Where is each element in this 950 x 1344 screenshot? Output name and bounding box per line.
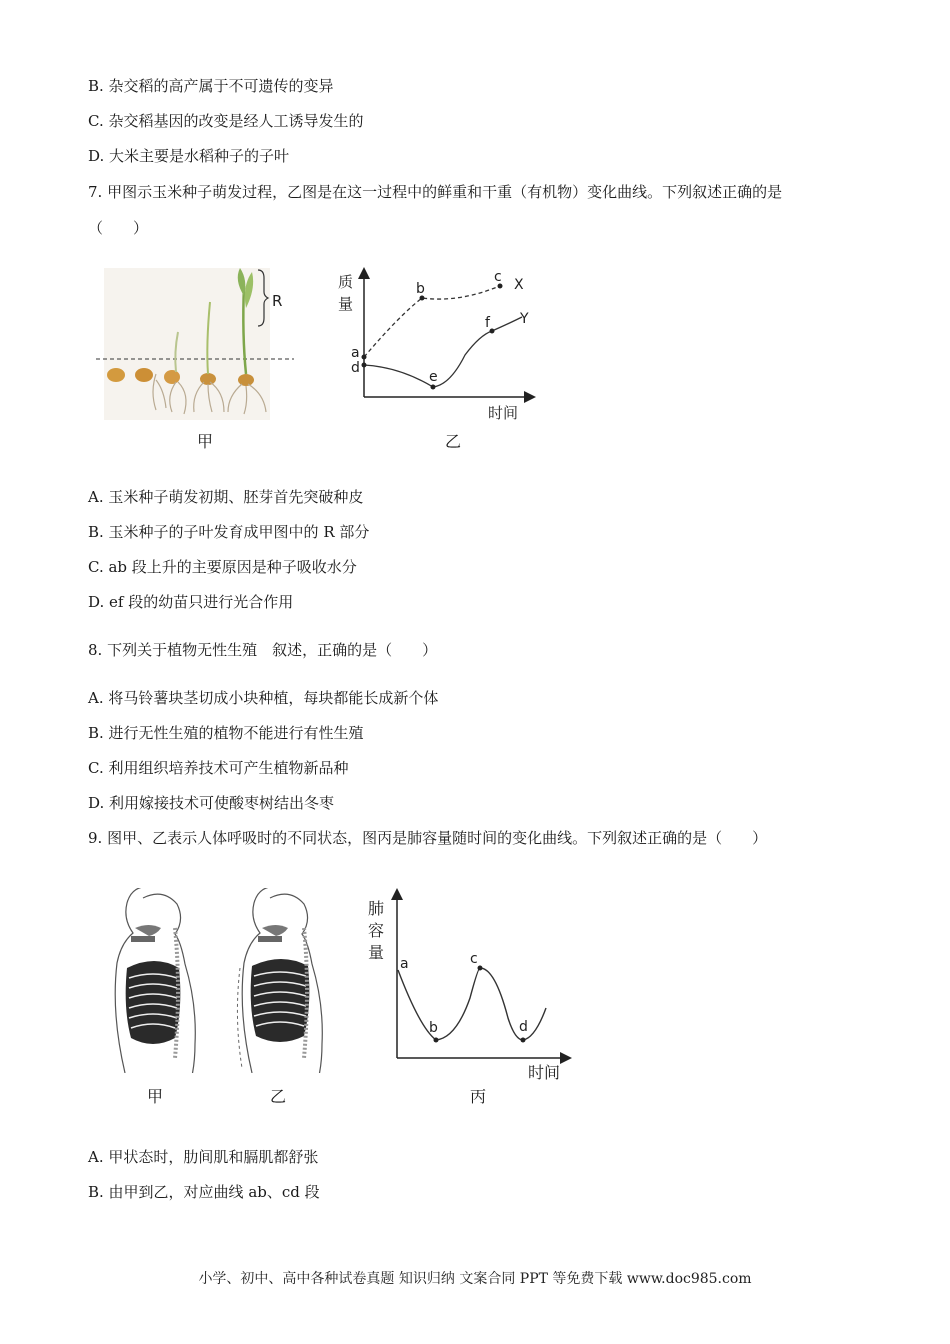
figure-7-jia-germination xyxy=(94,256,304,426)
q8-option-a: A. 将马铃薯块茎切成小块种植，每块都能长成新个体 xyxy=(88,689,439,707)
q7-option-b: B. 玉米种子的子叶发育成甲图中的 R 部分 xyxy=(88,523,370,541)
point-c: c xyxy=(494,269,502,285)
caption-7-jia: 甲 xyxy=(197,432,214,451)
figure-9-bing-lung-curve xyxy=(360,888,575,1083)
q6-option-b: B. 杂交稻的高产属于不可遗传的变异 xyxy=(88,77,334,95)
caption-7-yi: 乙 xyxy=(445,432,462,451)
label-R: R xyxy=(272,292,283,310)
q8-option-c: C. 利用组织培养技术可产生植物新品种 xyxy=(88,759,349,777)
point-c: c xyxy=(470,951,478,967)
point-a: a xyxy=(400,956,409,972)
y-axis-char-2: 量 xyxy=(338,295,354,313)
q9-option-b: B. 由甲到乙，对应曲线 ab、cd 段 xyxy=(88,1183,320,1201)
caption-9-bing: 丙 xyxy=(470,1087,487,1106)
y-axis-char-1: 肺 xyxy=(368,899,385,918)
q6-option-c: C. 杂交稻基因的改变是经人工诱导发生的 xyxy=(88,112,364,130)
x-axis-label: 时间 xyxy=(488,404,519,422)
figure-9-yi-torso xyxy=(232,888,327,1073)
point-b: b xyxy=(416,281,425,297)
q8-option-d: D. 利用嫁接技术可使酸枣树结出冬枣 xyxy=(88,794,335,812)
point-d: d xyxy=(351,360,360,376)
point-e: e xyxy=(429,369,438,385)
figure-7-yi-mass-curve xyxy=(330,255,560,430)
curve-X-label: X xyxy=(514,277,524,293)
point-f: f xyxy=(485,315,490,331)
x-axis-label: 时间 xyxy=(528,1063,561,1082)
q9-stem: 9. 图甲、乙表示人体呼吸时的不同状态，图丙是肺容量随时间的变化曲线。下列叙述正确的是（ ） xyxy=(88,829,768,847)
y-axis-char-3: 量 xyxy=(368,943,385,962)
point-b: b xyxy=(429,1020,438,1036)
page-footer: 小学、初中、高中各种试卷真题 知识归纳 文案合同 PPT 等免费下载 www.doc985.com xyxy=(198,1271,752,1287)
q9-option-a: A. 甲状态时，肋间肌和膈肌都舒张 xyxy=(88,1148,319,1166)
q6-option-d: D. 大米主要是水稻种子的子叶 xyxy=(88,147,290,165)
y-axis-char-2: 容 xyxy=(368,921,385,940)
q8-option-b: B. 进行无性生殖的植物不能进行有性生殖 xyxy=(88,724,364,742)
q7-stem: 7. 甲图示玉米种子萌发过程，乙图是在这一过程中的鲜重和干重（有机物）变化曲线。下列叙述正确的是 xyxy=(88,183,783,201)
q7-option-d: D. ef 段的幼苗只进行光合作用 xyxy=(88,593,294,611)
q7-option-a: A. 玉米种子萌发初期、胚芽首先突破种皮 xyxy=(88,488,364,506)
q8-stem: 8. 下列关于植物无性生殖 叙述，正确的是（ ） xyxy=(88,641,438,659)
curve-Y-label: Y xyxy=(520,311,529,327)
q7-option-c: C. ab 段上升的主要原因是种子吸收水分 xyxy=(88,558,357,576)
point-a: a xyxy=(351,345,360,361)
figure-9-jia-torso xyxy=(105,888,200,1073)
caption-9-jia: 甲 xyxy=(147,1087,164,1106)
point-d: d xyxy=(519,1019,528,1035)
caption-9-yi: 乙 xyxy=(270,1087,287,1106)
y-axis-char-1: 质 xyxy=(338,273,354,291)
q7-answer-paren: （ ） xyxy=(88,219,149,237)
